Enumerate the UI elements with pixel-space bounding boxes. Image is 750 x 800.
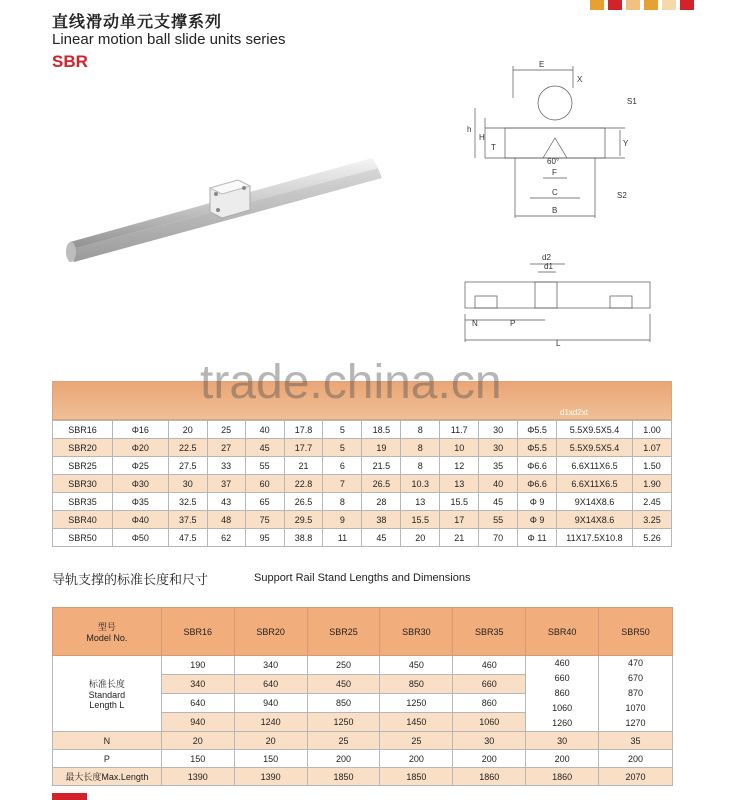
spec-cell: 10 <box>440 439 479 457</box>
spec-cell: 8 <box>401 439 440 457</box>
rail-max-label: 最大长度Max.Length <box>53 768 162 786</box>
rail-p-cell: 150 <box>234 750 307 768</box>
rail-n-label: N <box>53 732 162 750</box>
diagram-label-s1: S1 <box>627 97 637 106</box>
spec-cell: SBR40 <box>53 511 113 529</box>
rail-length-sbr50 <box>599 656 673 732</box>
spec-cell: 7 <box>323 475 362 493</box>
spec-cell: 40 <box>245 421 284 439</box>
title-english: Linear motion ball slide units series <box>52 31 286 48</box>
rail-header-cell: SBR35 <box>453 608 526 656</box>
spec-cell: 38.8 <box>284 529 323 547</box>
spec-cell: Φ 9 <box>518 493 557 511</box>
spec-cell: 35 <box>479 457 518 475</box>
rail-header-cell: SBR25 <box>307 608 380 656</box>
diagram-label-l: L <box>556 339 561 348</box>
spec-cell: 30 <box>168 475 207 493</box>
spec-cell: 37.5 <box>168 511 207 529</box>
spec-cell: 21.5 <box>362 457 401 475</box>
spec-cell: SBR16 <box>53 421 113 439</box>
rail-n-cell: 30 <box>526 732 599 750</box>
rail-length-cell: 1240 <box>234 713 307 732</box>
rail-length-value: 870 <box>628 688 644 698</box>
cross-section-diagram <box>455 58 655 228</box>
rail-n-cell: 25 <box>380 732 453 750</box>
spec-cell: 65 <box>245 493 284 511</box>
spec-cell: Φ 11 <box>518 529 557 547</box>
rail-length-cell: 660 <box>453 675 526 694</box>
diagram-label-f: F <box>552 168 557 177</box>
spec-row-sbr25 <box>53 457 672 475</box>
spec-cell: Φ6.6 <box>518 475 557 493</box>
spec-cell: 37 <box>207 475 245 493</box>
rail-length-cell: 860 <box>453 694 526 713</box>
spec-cell: SBR50 <box>53 529 113 547</box>
rail-section-title-en: Support Rail Stand Lengths and Dimensions <box>254 572 471 584</box>
rail-length-value: 1270 <box>625 718 646 728</box>
rail-max-cell: 1850 <box>380 768 453 786</box>
spec-cell: 5.5X9.5X5.4 <box>557 421 633 439</box>
rail-header-cell: SBR30 <box>380 608 453 656</box>
spec-cell: 75 <box>245 511 284 529</box>
rail-length-cell: 190 <box>161 656 234 675</box>
rail-header-cell: SBR20 <box>234 608 307 656</box>
spec-cell: Φ6.6 <box>518 457 557 475</box>
spec-cell: 45 <box>362 529 401 547</box>
rail-length-cell: 450 <box>380 656 453 675</box>
product-image <box>60 150 390 275</box>
spec-cell: 17 <box>440 511 479 529</box>
rail-length-cell: 940 <box>234 694 307 713</box>
rail-p-cell: 200 <box>599 750 673 768</box>
footer-accent-bar <box>52 793 87 800</box>
spec-cell: 11 <box>323 529 362 547</box>
rail-p-cell: 200 <box>380 750 453 768</box>
rail-length-cell: 850 <box>380 675 453 694</box>
spec-cell: 1.50 <box>632 457 671 475</box>
rail-max-cell: 2070 <box>599 768 673 786</box>
spec-cell: 9X14X8.6 <box>557 493 633 511</box>
spec-cell: 30 <box>479 439 518 457</box>
spec-cell: 6.6X11X6.5 <box>557 457 633 475</box>
rail-length-cell: 1250 <box>307 713 380 732</box>
decorative-mosaic <box>580 0 750 11</box>
rail-length-cell: 460 <box>453 656 526 675</box>
rail-header-cell: SBR40 <box>526 608 599 656</box>
spec-cell: 1.90 <box>632 475 671 493</box>
spec-cell: 5 <box>323 439 362 457</box>
rail-n-cell: 30 <box>453 732 526 750</box>
spec-cell: 11X17.5X10.8 <box>557 529 633 547</box>
spec-cell: 1.07 <box>632 439 671 457</box>
rail-length-value: 660 <box>554 673 570 683</box>
rail-header-model-cn: 型号 <box>97 622 116 632</box>
spec-cell: 8 <box>401 421 440 439</box>
rail-length-cell: 1060 <box>453 713 526 732</box>
spec-header-partial-label: d1xd2xt <box>560 408 589 417</box>
rail-p-cell: 150 <box>161 750 234 768</box>
rail-header-row <box>53 608 673 656</box>
spec-cell: 18.5 <box>362 421 401 439</box>
spec-cell: 25 <box>207 421 245 439</box>
spec-cell: 20 <box>168 421 207 439</box>
spec-cell: 26.5 <box>362 475 401 493</box>
spec-cell: 32.5 <box>168 493 207 511</box>
rail-length-value: 470 <box>628 658 644 668</box>
spec-cell: SBR35 <box>53 493 113 511</box>
rail-length-cell: 450 <box>307 675 380 694</box>
spec-row-sbr20 <box>53 439 672 457</box>
diagram-label-y: Y <box>623 139 629 148</box>
rail-header-cell: SBR50 <box>599 608 673 656</box>
rail-max-cell: 1860 <box>526 768 599 786</box>
rail-header-model-en: Model No. <box>86 633 128 643</box>
spec-cell: 62 <box>207 529 245 547</box>
rail-length-value: 460 <box>554 658 570 668</box>
rail-length-label-en2: Length L <box>89 700 125 710</box>
rail-n-cell: 25 <box>307 732 380 750</box>
spec-cell: 21 <box>440 529 479 547</box>
diagram-label-n: N <box>472 319 478 328</box>
spec-cell: Φ5.5 <box>518 439 557 457</box>
rail-length-cell: 340 <box>161 675 234 694</box>
spec-cell: Φ16 <box>112 421 168 439</box>
rail-length-sbr40 <box>526 656 599 732</box>
spec-cell: 15.5 <box>401 511 440 529</box>
spec-cell: SBR30 <box>53 475 113 493</box>
rail-p-row <box>53 750 673 768</box>
spec-cell: 9X14X8.6 <box>557 511 633 529</box>
rail-header-cell: SBR16 <box>161 608 234 656</box>
spec-cell: 45 <box>245 439 284 457</box>
side-view-diagram <box>460 250 660 350</box>
spec-cell: 2.45 <box>632 493 671 511</box>
diagram-label-b: B <box>552 206 558 215</box>
diagram-label-p: P <box>510 319 516 328</box>
title-chinese: 直线滑动单元支撑系列 <box>52 12 223 31</box>
spec-cell: 27.5 <box>168 457 207 475</box>
spec-cell: SBR25 <box>53 457 113 475</box>
spec-cell: 27 <box>207 439 245 457</box>
spec-cell: 6.6X11X6.5 <box>557 475 633 493</box>
spec-cell: 21 <box>284 457 323 475</box>
diagram-label-d1: d1 <box>544 262 553 271</box>
spec-cell: 55 <box>245 457 284 475</box>
spec-cell: 28 <box>362 493 401 511</box>
spec-cell: 5.5X9.5X5.4 <box>557 439 633 457</box>
spec-cell: 22.5 <box>168 439 207 457</box>
rail-section-title-cn: 导轨支撑的标准长度和尺寸 <box>52 573 209 588</box>
spec-cell: 40 <box>479 475 518 493</box>
spec-row-sbr16 <box>53 421 672 439</box>
rail-length-value: 1260 <box>552 718 573 728</box>
spec-cell: 6 <box>323 457 362 475</box>
spec-cell: 22.8 <box>284 475 323 493</box>
rail-max-cell: 1850 <box>307 768 380 786</box>
rail-p-label: P <box>53 750 162 768</box>
spec-cell: 13 <box>440 475 479 493</box>
spec-cell: 26.5 <box>284 493 323 511</box>
rail-length-cell: 1450 <box>380 713 453 732</box>
watermark: trade.china.cn <box>200 356 502 409</box>
rail-length-row <box>53 656 673 675</box>
rail-length-cell: 340 <box>234 656 307 675</box>
spec-cell: Φ30 <box>112 475 168 493</box>
spec-cell: 70 <box>479 529 518 547</box>
spec-table <box>52 420 672 547</box>
spec-row-sbr40 <box>53 511 672 529</box>
spec-cell: Φ35 <box>112 493 168 511</box>
rail-max-cell: 1860 <box>453 768 526 786</box>
spec-cell: 95 <box>245 529 284 547</box>
rail-length-cell: 640 <box>161 694 234 713</box>
spec-cell: 9 <box>323 511 362 529</box>
spec-cell: 38 <box>362 511 401 529</box>
rail-max-cell: 1390 <box>234 768 307 786</box>
rail-length-value: 860 <box>554 688 570 698</box>
rail-n-row <box>53 732 673 750</box>
spec-cell: Φ50 <box>112 529 168 547</box>
spec-cell: Φ5.5 <box>518 421 557 439</box>
rail-length-label-en1: Standard <box>88 690 126 700</box>
spec-cell: 29.5 <box>284 511 323 529</box>
diagram-label-t: T <box>491 143 496 152</box>
diagram-label-c: C <box>552 188 558 197</box>
diagram-label-s2: S2 <box>617 191 627 200</box>
rail-length-value: 1070 <box>625 703 646 713</box>
spec-cell: Φ25 <box>112 457 168 475</box>
spec-cell: 12 <box>440 457 479 475</box>
spec-cell: 13 <box>401 493 440 511</box>
diagram-label-x: X <box>577 75 583 84</box>
spec-cell: Φ20 <box>112 439 168 457</box>
diagram-label-d2: d2 <box>542 253 551 262</box>
rail-p-cell: 200 <box>526 750 599 768</box>
spec-cell: 17.7 <box>284 439 323 457</box>
spec-cell: 45 <box>479 493 518 511</box>
rail-length-cell: 1250 <box>380 694 453 713</box>
spec-cell: 8 <box>323 493 362 511</box>
spec-cell: 8 <box>401 457 440 475</box>
rail-n-cell: 20 <box>161 732 234 750</box>
spec-cell: 5.26 <box>632 529 671 547</box>
spec-cell: 43 <box>207 493 245 511</box>
rail-length-label-cn: 标准长度 <box>88 679 125 689</box>
model-code: SBR <box>52 52 88 71</box>
rail-length-cell: 640 <box>234 675 307 694</box>
rail-length-cell: 940 <box>161 713 234 732</box>
spec-cell: 48 <box>207 511 245 529</box>
spec-cell: 55 <box>479 511 518 529</box>
rail-length-cell: 850 <box>307 694 380 713</box>
diagram-label-e: E <box>539 60 545 69</box>
rail-length-value: 1060 <box>552 703 573 713</box>
spec-cell: 10.3 <box>401 475 440 493</box>
rail-p-cell: 200 <box>453 750 526 768</box>
spec-cell: SBR20 <box>53 439 113 457</box>
rail-length-value: 670 <box>628 673 644 683</box>
spec-cell: 33 <box>207 457 245 475</box>
diagram-label-angle: 60° <box>547 157 560 166</box>
diagram-label-h-upper: H <box>479 133 485 142</box>
rail-p-cell: 200 <box>307 750 380 768</box>
diagram-label-h-lower: h <box>467 125 472 134</box>
spec-cell: 17.8 <box>284 421 323 439</box>
spec-cell: 47.5 <box>168 529 207 547</box>
rail-max-row <box>53 768 673 786</box>
rail-header-model <box>53 608 162 656</box>
spec-cell: 11.7 <box>440 421 479 439</box>
spec-cell: Φ 9 <box>518 511 557 529</box>
spec-row-sbr35 <box>53 493 672 511</box>
spec-cell: Φ40 <box>112 511 168 529</box>
rail-length-cell: 250 <box>307 656 380 675</box>
rail-length-label <box>53 656 162 732</box>
rail-max-cell: 1390 <box>161 768 234 786</box>
spec-cell: 1.00 <box>632 421 671 439</box>
spec-cell: 15.5 <box>440 493 479 511</box>
rail-table <box>52 607 673 786</box>
spec-cell: 3.25 <box>632 511 671 529</box>
spec-cell: 19 <box>362 439 401 457</box>
spec-row-sbr30 <box>53 475 672 493</box>
rail-n-cell: 20 <box>234 732 307 750</box>
spec-cell: 20 <box>401 529 440 547</box>
rail-n-cell: 35 <box>599 732 673 750</box>
spec-cell: 5 <box>323 421 362 439</box>
spec-row-sbr50 <box>53 529 672 547</box>
spec-cell: 60 <box>245 475 284 493</box>
spec-cell: 30 <box>479 421 518 439</box>
